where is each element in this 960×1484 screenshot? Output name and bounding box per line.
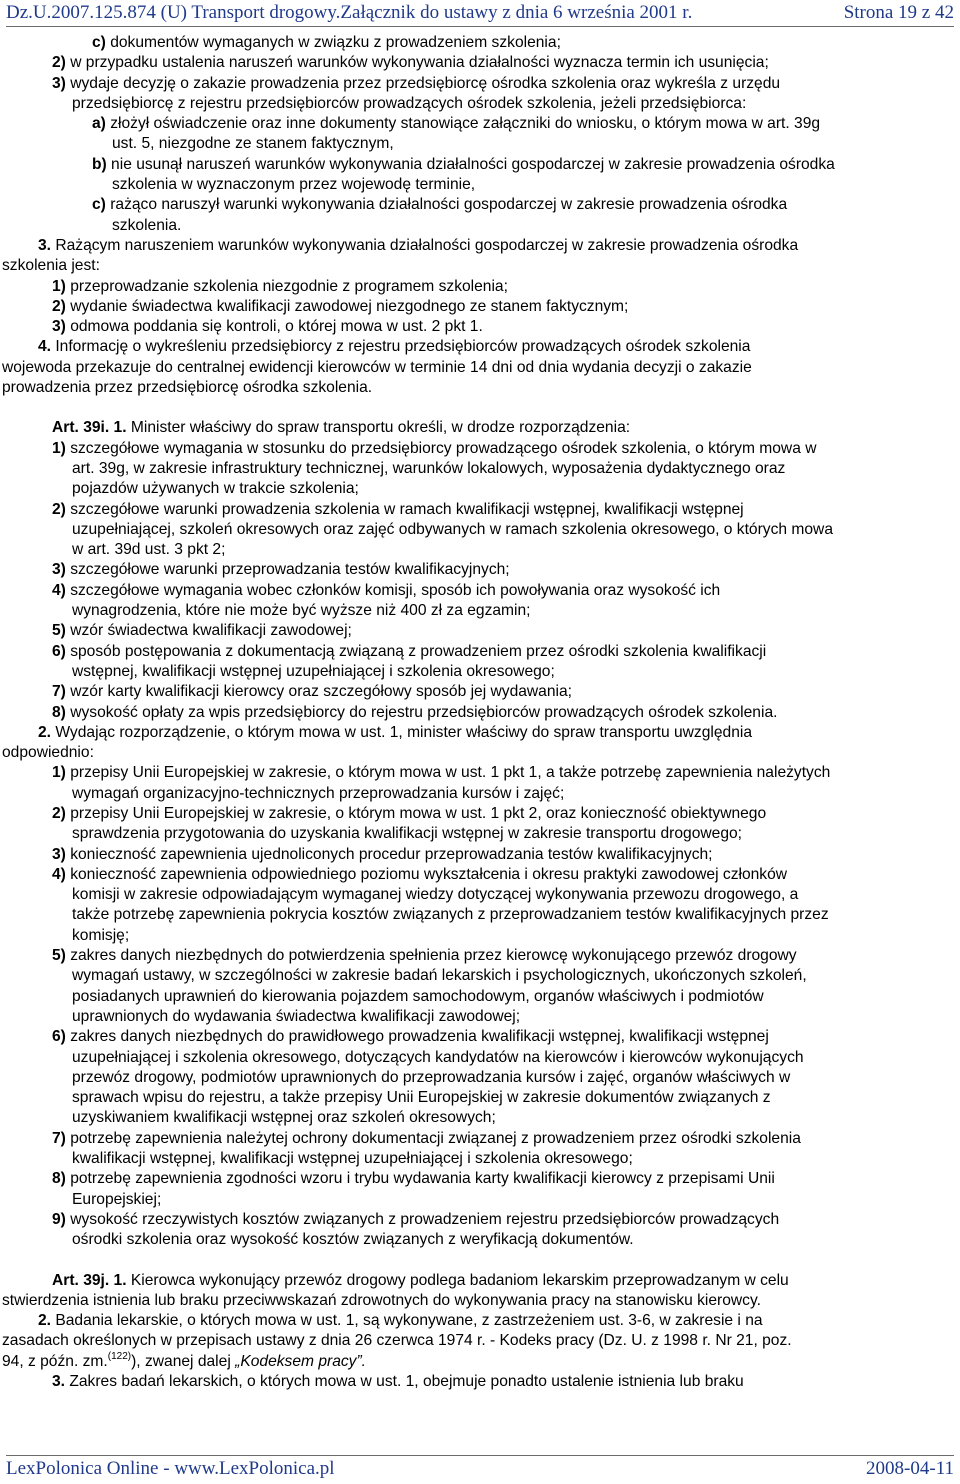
text-line: 5) zakres danych niezbędnych do potwierdzenia spełnienia przez kierowcę wykonującego przewóz drogowy: [52, 947, 797, 965]
text-line: c) dokumentów wymaganych w związku z prowadzeniem szkolenia;: [92, 34, 561, 51]
text-span: 94, z późn. zm.: [2, 1352, 108, 1370]
enumerator: 6): [52, 642, 66, 660]
text-line: uprawnionych do wydawania świadectwa kwalifikacji zawodowej;: [72, 1007, 521, 1025]
text-line: pojazdów używanych w trakcie szkolenia;: [72, 480, 359, 498]
text-line: 8) wysokość opłaty za wpis przedsiębiorcy do rejestru przedsiębiorców prowadzących ośrodek szkolenia.: [52, 703, 778, 721]
page-footer: [6, 1456, 954, 1482]
text-line: szkolenia.: [112, 216, 182, 234]
text-line: sprawach wpisu do rejestru, a także przepisy Unii Europejskiej w zakresie dokumentów związanych z: [72, 1089, 771, 1107]
text-line: 4. Informację o wykreśleniu przedsiębiorcy z rejestru przedsiębiorców prowadzących ośrodek szkolenia: [38, 338, 751, 356]
footnote-reference[interactable]: (122): [107, 1350, 132, 1362]
text-line: uzyskiwaniem kwalifikacji wstępnej oraz szkoleń okresowych;: [72, 1109, 496, 1127]
text-line: wynagrodzenia, które nie może być wyższe niż 400 zł za egzamin;: [72, 602, 531, 620]
text-span: ), zwanej dalej: [131, 1352, 236, 1370]
enumerator: 4): [52, 581, 66, 599]
enumerator: 7): [52, 1129, 66, 1147]
text-line: wstępnej, kwalifikacji wstępnej uzupełniającej i szkolenia okresowego;: [72, 662, 555, 680]
text-line: szkolenia jest:: [2, 257, 100, 275]
text-line: 3. Rażącym naruszeniem warunków wykonywania działalności gospodarczej w zakresie prowadzenia ośrodka: [38, 236, 799, 254]
enumerator: 2): [52, 500, 66, 518]
enumerator: 6): [52, 1028, 66, 1046]
text-line: 1) przeprowadzanie szkolenia niezgodnie z programem szkolenia;: [52, 277, 508, 295]
text-line: 1) przepisy Unii Europejskiej w zakresie, o którym mowa w ust. 1 pkt 1, a także potrzebę zapewnienia należytych: [52, 764, 831, 782]
text-line: 3) odmowa poddania się kontroli, o której mowa w ust. 2 pkt 1.: [52, 318, 483, 336]
enumerator: 3): [52, 845, 66, 863]
text-line: wymagań ustawy, w szczególności w zakresie badań lekarskich i psychologicznych, ukończonych szkoleń,: [72, 967, 807, 985]
text-line: a) złożył oświadczenie oraz inne dokumenty stanowiące załączniki do wniosku, o którym mowa w art. 39g: [92, 115, 821, 133]
enumerator: 1): [52, 764, 66, 782]
text-line: stwierdzenia istnienia lub braku przeciwwskazań zdrowotnych do wykonywania pracy na stanowisku kierowcy.: [2, 1291, 761, 1309]
enumerator: 3): [52, 318, 66, 336]
text-line: prowadzenia przez przedsiębiorcę ośrodka szkolenia.: [2, 379, 373, 397]
enumerator: Art. 39j. 1.: [52, 1271, 127, 1289]
enumerator: c): [92, 34, 106, 51]
enumerator: Art. 39i. 1.: [52, 419, 127, 437]
header-rule: [6, 26, 954, 27]
text-line: wojewoda przekazuje do centralnej ewidencji kierowców w terminie 14 dni od dnia wydania decyzji o zakazie: [2, 358, 752, 376]
enumerator: 1): [52, 277, 66, 295]
text-line: uzupełniającej i szkolenia okresowego, dotyczących kandydatów na kierowców i kierowców wykonujących: [72, 1048, 804, 1066]
text-line: przewóz drogowy, podmiotów uprawnionych do przeprowadzania kursów i zajęć, organów właściwych w: [72, 1068, 791, 1086]
text-line: 3) szczegółowe warunki przeprowadzania testów kwalifikacyjnych;: [52, 561, 510, 579]
text-line: posiadanych uprawnień do kierowania pojazdem samochodowym, organów właściwych i podmiotów: [72, 987, 764, 1005]
text-line: Art. 39i. 1. Minister właściwy do spraw transportu określi, w drodze rozporządzenia:: [52, 419, 631, 437]
enumerator: 2): [52, 297, 66, 315]
footer-source-link[interactable]: LexPolonica Online - www.LexPolonica.pl: [6, 1458, 335, 1479]
text-line: 2. Wydając rozporządzenie, o którym mowa w ust. 1, minister właściwy do spraw transportu uwzględnia: [38, 723, 753, 741]
enumerator: b): [92, 155, 107, 173]
enumerator: c): [92, 196, 106, 214]
text-line: sprawdzenia przygotowania do uzyskania kwalifikacji wstępnej w zakresie transportu drogowego;: [72, 825, 743, 843]
text-line: komisji w zakresie odpowiadającym wymaganej wiedzy dotyczącej wykonywania przewozu drogowego, a: [72, 886, 799, 904]
text-line: 7) potrzebę zapewnienia należytej ochrony dokumentacji związanej z prowadzeniem przez ośrodki szkolenia: [52, 1129, 801, 1147]
document-title: Dz.U.2007.125.874 (U) Transport drogowy.Załącznik do ustawy z dnia 6 września 2001 r.: [6, 2, 693, 23]
text-line: 4) szczegółowe wymagania wobec członków komisji, sposób ich powoływania oraz wysokość ich: [52, 581, 721, 599]
text-line: zasadach określonych w przepisach ustawy z dnia 26 czerwca 1974 r. - Kodeks pracy (Dz. U. z 1998 r. Nr 21, poz.: [2, 1332, 792, 1350]
enumerator: 3): [52, 74, 66, 92]
text-line: 7) wzór karty kwalifikacji kierowcy oraz szczegółowy sposób jej wydawania;: [52, 683, 572, 701]
enumerator: 8): [52, 703, 66, 721]
text-line: 4) konieczność zapewnienia odpowiedniego poziomu wykształcenia i okresu praktyki zawodowej członków: [52, 865, 788, 883]
text-line: 5) wzór świadectwa kwalifikacji zawodowej;: [52, 622, 352, 640]
text-line: 9) wysokość rzeczywistych kosztów związanych z prowadzeniem rejestru przedsiębiorców prowadzących: [52, 1210, 780, 1228]
enumerator: 7): [52, 683, 66, 701]
text-line: 6) sposób postępowania z dokumentacją związaną z prowadzeniem przez ośrodki szkolenia kwalifikacji: [52, 642, 767, 660]
defined-term: „Kodeksem pracy”.: [235, 1352, 366, 1370]
text-line: szkolenia w wyznaczonym przez wojewodę terminie,: [112, 176, 476, 194]
document-body: [0, 33, 960, 1392]
enumerator: 1): [52, 439, 66, 457]
footer-date: 2008-04-11: [866, 1458, 954, 1479]
text-line: 2) przepisy Unii Europejskiej w zakresie, o którym mowa w ust. 1 pkt 2, oraz konieczność obiektywnego: [52, 804, 767, 822]
text-line: Art. 39j. 1. Kierowca wykonujący przewóz drogowy podlega badaniom lekarskim przeprowadzanym w celu: [52, 1271, 789, 1289]
enumerator: 2): [52, 804, 66, 822]
text-line: c) rażąco naruszył warunki wykonywania działalności gospodarczej w zakresie prowadzenia ośrodka: [92, 196, 788, 214]
text-line: ust. 5, niezgodne ze stanem faktycznym,: [112, 135, 394, 153]
text-line: kwalifikacji wstępnej, kwalifikacji wstępnej uzupełniającej i szkolenia okresowego;: [72, 1150, 633, 1168]
text-line: 2) w przypadku ustalenia naruszeń warunków wykonywania działalności wyznacza termin ich usunięcia;: [52, 54, 769, 72]
enumerator: 2.: [38, 723, 52, 741]
enumerator: 5): [52, 622, 66, 640]
enumerator: 9): [52, 1210, 66, 1228]
text-line: 2. Badania lekarskie, o których mowa w ust. 1, są wykonywane, z zastrzeżeniem ust. 3-6, w zakresie i na: [38, 1312, 763, 1330]
page-header: [6, 0, 954, 26]
text-line: 6) zakres danych niezbędnych do prawidłowego prowadzenia kwalifikacji wstępnej, kwalifikacji wstępnej: [52, 1028, 769, 1046]
enumerator: 3): [52, 561, 66, 579]
enumerator: 5): [52, 947, 66, 965]
enumerator: a): [92, 115, 106, 133]
text-line: b) nie usunął naruszeń warunków wykonywania działalności gospodarczej w zakresie prowadzenia ośrodka: [92, 155, 835, 173]
enumerator: 4.: [38, 338, 52, 356]
text-line: [2, 1352, 960, 1372]
enumerator: 2.: [38, 1312, 52, 1330]
text-line: także potrzebę zapewnienia pokrycia kosztów związanych z przeprowadzaniem testów kwalifikacyjnych przez: [72, 906, 829, 924]
text-line: w art. 39d ust. 3 pkt 2;: [72, 541, 226, 559]
text-line: 2) wydanie świadectwa kwalifikacji zawodowej niezgodnego ze stanem faktycznym;: [52, 297, 629, 315]
enumerator: 3.: [38, 236, 52, 254]
text-line: odpowiednio:: [2, 744, 94, 762]
text-line: 3. Zakres badań lekarskich, o których mowa w ust. 1, obejmuje ponadto ustalenie istnienia lub braku: [52, 1373, 744, 1390]
enumerator: 2): [52, 54, 66, 72]
text-line: komisję;: [72, 926, 130, 944]
text-line: Europejskiej;: [72, 1190, 162, 1208]
text-line: 3) konieczność zapewnienia ujednoliconych procedur przeprowadzania testów kwalifikacyjnych;: [52, 845, 713, 863]
enumerator: 8): [52, 1170, 66, 1188]
text-line: wymagań organizacyjno-technicznych przeprowadzania kursów i zajęć;: [72, 784, 565, 802]
text-line: ośrodki szkolenia oraz wysokość kosztów związanych z weryfikacją dokumentów.: [72, 1231, 634, 1249]
enumerator: 3.: [52, 1373, 66, 1390]
text-line: art. 39g, w zakresie infrastruktury technicznej, warunków lokalowych, wyposażenia dydaktycznego oraz: [72, 459, 786, 477]
text-line: 3) wydaje decyzję o zakazie prowadzenia przez przedsiębiorcę ośrodka szkolenia oraz wykreśla z urzędu: [52, 74, 781, 92]
text-line: przedsiębiorcę z rejestru przedsiębiorców prowadzących ośrodek szkolenia, jeżeli przedsiębiorca:: [72, 94, 747, 112]
text-line: 8) potrzebę zapewnienia zgodności wzoru i trybu wydawania karty kwalifikacji kierowcy z przepisami Unii: [52, 1170, 775, 1188]
text-line: 1) szczegółowe wymagania w stosunku do przedsiębiorcy prowadzącego ośrodek szkolenia, o którym mowa w: [52, 439, 817, 457]
enumerator: 4): [52, 865, 66, 883]
text-line: 2) szczegółowe warunki prowadzenia szkolenia w ramach kwalifikacji wstępnej, kwalifikacji wstępnej: [52, 500, 744, 518]
text-line: uzupełniającej, szkoleń okresowych oraz zajęć odbywanych w ramach szkolenia okresowego, o których mowa: [72, 520, 833, 538]
page-number: Strona 19 z 42: [843, 2, 954, 23]
